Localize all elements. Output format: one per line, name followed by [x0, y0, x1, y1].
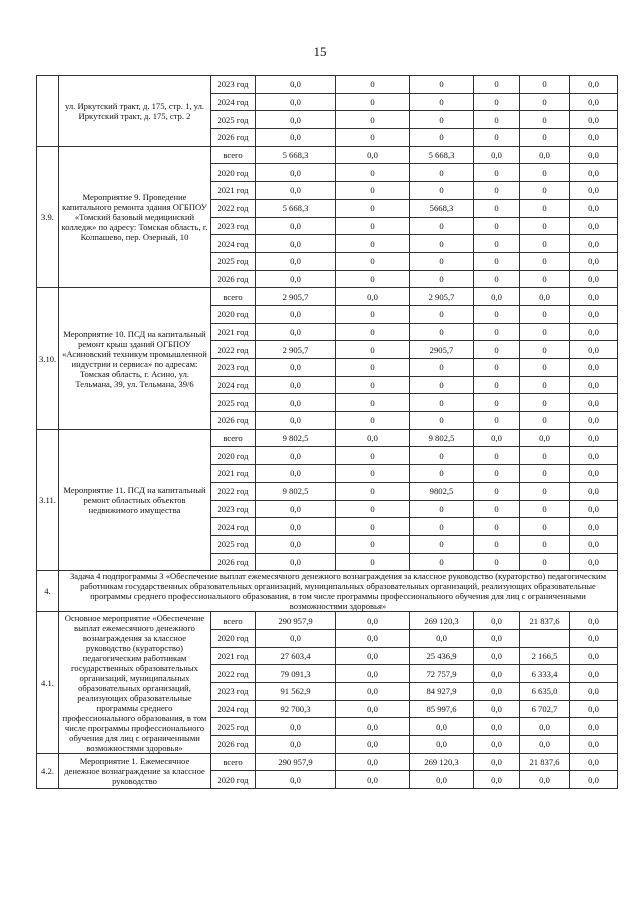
value-cell: 0	[410, 270, 474, 288]
value-cell: 0,0	[336, 700, 410, 718]
value-cell: 0	[520, 500, 570, 518]
value-cell: 0,0	[570, 252, 618, 270]
value-cell: 0,0	[570, 535, 618, 553]
value-cell: 0,0	[336, 771, 410, 789]
value-cell	[520, 629, 570, 647]
value-cell: 9 802,5	[256, 482, 336, 500]
value-cell: 0,0	[570, 465, 618, 483]
value-cell: 0,0	[570, 429, 618, 447]
value-cell: 5 668,3	[256, 199, 336, 217]
value-cell: 0,0	[570, 76, 618, 94]
year-cell: 2025 год	[211, 252, 256, 270]
value-cell: 0,0	[256, 305, 336, 323]
value-cell: 72 757,9	[410, 665, 474, 683]
value-cell: 0,0	[336, 647, 410, 665]
value-cell: 0	[474, 76, 520, 94]
value-cell: 0	[520, 305, 570, 323]
value-cell: 0	[410, 465, 474, 483]
table-row	[37, 753, 618, 771]
value-cell: 0,0	[474, 429, 520, 447]
value-cell: 0,0	[570, 612, 618, 630]
value-cell: 0	[520, 535, 570, 553]
value-cell: 0	[474, 182, 520, 200]
value-cell: 2 905,7	[256, 341, 336, 359]
value-cell: 0,0	[570, 341, 618, 359]
value-cell: 0,0	[256, 164, 336, 182]
value-cell: 21 837,6	[520, 612, 570, 630]
value-cell: 0	[410, 164, 474, 182]
value-cell: 0	[410, 359, 474, 377]
value-cell: 0	[520, 412, 570, 430]
value-cell: 0,0	[570, 182, 618, 200]
value-cell: 0	[410, 217, 474, 235]
value-cell: 0	[336, 500, 410, 518]
value-cell: 0,0	[336, 665, 410, 683]
value-cell: 0	[410, 535, 474, 553]
value-cell: 0	[474, 518, 520, 536]
value-cell: 84 927,9	[410, 683, 474, 701]
year-cell: 2021 год	[211, 647, 256, 665]
value-cell: 0,0	[570, 93, 618, 111]
value-cell: 0	[520, 76, 570, 94]
value-cell: 0,0	[256, 111, 336, 129]
value-cell: 0,0	[474, 146, 520, 164]
year-cell: 2023 год	[211, 683, 256, 701]
value-cell: 0,0	[570, 700, 618, 718]
value-cell: 0	[410, 376, 474, 394]
value-cell: 0,0	[256, 518, 336, 536]
value-cell: 0,0	[570, 665, 618, 683]
value-cell: 0	[520, 235, 570, 253]
value-cell: 0	[520, 394, 570, 412]
value-cell: 0	[336, 305, 410, 323]
value-cell: 0,0	[256, 629, 336, 647]
value-cell: 0,0	[570, 771, 618, 789]
activity-name: Мероприятие 10. ПСД на капитальный ремонт крыш зданий ОГБПОУ «Асиновский техникум промышленной индустрии и сервиса» по адресам: Томская область, г. Асино, ул. Тельмана, 39, ул. Тельмана, 39/6	[59, 288, 211, 430]
row-number: 3.10.	[37, 288, 59, 430]
value-cell: 0,0	[336, 429, 410, 447]
value-cell: 0	[474, 341, 520, 359]
year-cell: 2026 год	[211, 736, 256, 754]
year-cell: 2021 год	[211, 465, 256, 483]
value-cell: 0,0	[570, 199, 618, 217]
value-cell: 0	[474, 323, 520, 341]
value-cell: 79 091,3	[256, 665, 336, 683]
year-cell: 2024 год	[211, 700, 256, 718]
value-cell: 0	[336, 447, 410, 465]
year-cell: всего	[211, 429, 256, 447]
year-cell: 2024 год	[211, 376, 256, 394]
value-cell: 0,0	[256, 129, 336, 147]
value-cell: 0,0	[256, 771, 336, 789]
value-cell: 0	[410, 394, 474, 412]
value-cell: 0	[336, 376, 410, 394]
value-cell: 0	[520, 182, 570, 200]
value-cell: 0	[336, 270, 410, 288]
value-cell: 0,0	[256, 376, 336, 394]
value-cell: 0	[520, 199, 570, 217]
value-cell: 0	[336, 341, 410, 359]
value-cell: 0,0	[570, 647, 618, 665]
value-cell: 0	[520, 359, 570, 377]
value-cell: 0	[520, 323, 570, 341]
value-cell: 0,0	[256, 535, 336, 553]
value-cell: 91 562,9	[256, 683, 336, 701]
value-cell: 0,0	[256, 412, 336, 430]
value-cell: 0	[410, 500, 474, 518]
value-cell: 0	[336, 164, 410, 182]
value-cell: 2 905,7	[256, 288, 336, 306]
year-cell: 2022 год	[211, 665, 256, 683]
value-cell: 0,0	[570, 376, 618, 394]
year-cell: всего	[211, 753, 256, 771]
value-cell: 25 436,9	[410, 647, 474, 665]
year-cell: 2023 год	[211, 359, 256, 377]
value-cell: 9 802,5	[256, 429, 336, 447]
value-cell: 9 802,5	[410, 429, 474, 447]
value-cell: 0	[410, 235, 474, 253]
value-cell: 0	[336, 252, 410, 270]
value-cell: 0,0	[256, 500, 336, 518]
value-cell: 269 120,3	[410, 753, 474, 771]
value-cell: 0,0	[570, 359, 618, 377]
activity-name: Основное мероприятие «Обеспечение выплат ежемесячного денежного вознаграждения за классное руководство (кураторство) педагогическим работникам государственных образовательных организаций, муниципальных образовательных организаций, реализующих образовательные программы среднего профессионального образования, в том числе программы профессионального обучения для лиц с ограниченными возможностями здоровья»	[59, 612, 211, 754]
task-description: Задача 4 подпрограммы 3 «Обеспечение выплат ежемесячного денежного вознаграждения за классное руководство (кураторство) педагогическим работникам государственных образовательных организаций, муниципальных образовательных организаций, реализующих образовательные программы среднего профессионального образования, в том числе программы профессионального обучения для лиц с ограниченными возможностями здоровья»	[59, 571, 618, 612]
value-cell: 0	[520, 482, 570, 500]
value-cell: 0	[336, 412, 410, 430]
value-cell: 2 905,7	[410, 288, 474, 306]
value-cell: 0	[410, 76, 474, 94]
value-cell: 0,0	[410, 718, 474, 736]
activity-name: Мероприятие 11. ПСД на капитальный ремонт областных объектов недвижимого имущества	[59, 429, 211, 571]
value-cell: 0,0	[474, 683, 520, 701]
budget-table	[36, 75, 618, 789]
activity-name: Мероприятие 9. Проведение капитального ремонта здания ОГБПОУ «Томский базовый медицинский колледж» по адресу: Томская область, г. Колпашево, пер. Озерный, 10	[59, 146, 211, 288]
value-cell: 0,0	[570, 412, 618, 430]
value-cell: 0,0	[256, 252, 336, 270]
value-cell: 0,0	[520, 429, 570, 447]
value-cell: 0,0	[570, 394, 618, 412]
value-cell: 0	[474, 217, 520, 235]
value-cell: 0,0	[256, 93, 336, 111]
row-number: 4.1.	[37, 612, 59, 754]
year-cell: 2022 год	[211, 341, 256, 359]
value-cell: 21 837,6	[520, 753, 570, 771]
year-cell: 2022 год	[211, 199, 256, 217]
value-cell: 0	[520, 553, 570, 571]
value-cell: 0	[474, 270, 520, 288]
year-cell: 2020 год	[211, 164, 256, 182]
year-cell: 2020 год	[211, 771, 256, 789]
value-cell: 0	[474, 447, 520, 465]
value-cell: 0,0	[570, 447, 618, 465]
value-cell: 0	[520, 252, 570, 270]
value-cell: 0,0	[570, 718, 618, 736]
value-cell: 0,0	[336, 629, 410, 647]
year-cell: всего	[211, 612, 256, 630]
year-cell: 2026 год	[211, 412, 256, 430]
task-row	[37, 571, 618, 612]
row-number: 4.	[37, 571, 59, 612]
value-cell: 0,0	[474, 736, 520, 754]
row-number: 3.11.	[37, 429, 59, 571]
value-cell: 0	[410, 518, 474, 536]
value-cell: 0,0	[520, 736, 570, 754]
value-cell: 0,0	[410, 736, 474, 754]
year-cell: 2020 год	[211, 305, 256, 323]
value-cell: 0,0	[256, 394, 336, 412]
year-cell: 2023 год	[211, 217, 256, 235]
value-cell: 0,0	[256, 235, 336, 253]
value-cell: 27 603,4	[256, 647, 336, 665]
value-cell: 269 120,3	[410, 612, 474, 630]
value-cell: 0	[520, 93, 570, 111]
value-cell: 0,0	[570, 270, 618, 288]
value-cell: 0	[520, 376, 570, 394]
year-cell: всего	[211, 288, 256, 306]
value-cell: 0,0	[474, 753, 520, 771]
value-cell: 0	[336, 129, 410, 147]
value-cell: 0,0	[474, 665, 520, 683]
value-cell: 0	[336, 518, 410, 536]
value-cell: 0,0	[256, 182, 336, 200]
value-cell: 0,0	[256, 465, 336, 483]
value-cell: 0	[336, 394, 410, 412]
value-cell: 5668,3	[410, 199, 474, 217]
value-cell: 0,0	[570, 217, 618, 235]
value-cell: 0	[474, 252, 520, 270]
value-cell: 0	[520, 518, 570, 536]
value-cell: 0	[474, 305, 520, 323]
value-cell: 0	[410, 182, 474, 200]
value-cell: 0	[410, 93, 474, 111]
value-cell: 0,0	[520, 771, 570, 789]
value-cell: 0,0	[570, 111, 618, 129]
year-cell: 2024 год	[211, 93, 256, 111]
value-cell: 0,0	[256, 76, 336, 94]
year-cell: 2025 год	[211, 394, 256, 412]
value-cell: 0	[474, 235, 520, 253]
activity-name: Мероприятие 1. Ежемесячное денежное вознаграждение за классное руководство	[59, 753, 211, 788]
value-cell: 0,0	[474, 718, 520, 736]
year-cell: 2026 год	[211, 129, 256, 147]
value-cell: 0	[410, 553, 474, 571]
value-cell: 0	[336, 359, 410, 377]
value-cell: 6 635,0	[520, 683, 570, 701]
value-cell: 0	[336, 553, 410, 571]
value-cell: 0	[410, 252, 474, 270]
value-cell: 0	[336, 199, 410, 217]
value-cell: 0	[474, 535, 520, 553]
value-cell: 0,0	[570, 500, 618, 518]
value-cell: 0,0	[520, 146, 570, 164]
value-cell: 0	[336, 465, 410, 483]
value-cell: 0	[336, 93, 410, 111]
value-cell: 0,0	[570, 288, 618, 306]
value-cell: 0	[474, 111, 520, 129]
value-cell: 0	[336, 535, 410, 553]
table-row	[37, 146, 618, 164]
value-cell: 0	[336, 217, 410, 235]
row-number: 4.2.	[37, 753, 59, 788]
year-cell: 2025 год	[211, 718, 256, 736]
value-cell: 5 668,3	[256, 146, 336, 164]
value-cell: 0,0	[570, 736, 618, 754]
value-cell: 0	[336, 76, 410, 94]
value-cell: 290 957,9	[256, 753, 336, 771]
value-cell: 0,0	[256, 270, 336, 288]
year-cell: всего	[211, 146, 256, 164]
value-cell: 0,0	[474, 629, 520, 647]
value-cell: 0,0	[336, 753, 410, 771]
year-cell: 2025 год	[211, 111, 256, 129]
value-cell: 0	[336, 111, 410, 129]
value-cell: 0	[474, 164, 520, 182]
value-cell: 2 166,5	[520, 647, 570, 665]
value-cell: 5 668,3	[410, 146, 474, 164]
year-cell: 2023 год	[211, 76, 256, 94]
value-cell: 0	[474, 359, 520, 377]
value-cell: 0,0	[570, 482, 618, 500]
year-cell: 2023 год	[211, 500, 256, 518]
value-cell: 0,0	[410, 771, 474, 789]
value-cell: 0,0	[336, 718, 410, 736]
value-cell: 0	[474, 553, 520, 571]
value-cell: 0,0	[256, 553, 336, 571]
value-cell: 0,0	[336, 288, 410, 306]
value-cell: 0,0	[256, 447, 336, 465]
value-cell: 0,0	[570, 164, 618, 182]
value-cell: 0,0	[336, 146, 410, 164]
value-cell: 0	[474, 465, 520, 483]
value-cell: 0,0	[256, 718, 336, 736]
year-cell: 2021 год	[211, 323, 256, 341]
value-cell: 0	[474, 412, 520, 430]
value-cell: 0	[474, 500, 520, 518]
row-number: 3.9.	[37, 146, 59, 288]
value-cell: 0	[520, 465, 570, 483]
value-cell: 0	[336, 182, 410, 200]
value-cell: 9802,5	[410, 482, 474, 500]
value-cell: 0,0	[520, 288, 570, 306]
year-cell: 2020 год	[211, 629, 256, 647]
value-cell: 0,0	[520, 718, 570, 736]
value-cell: 6 702,7	[520, 700, 570, 718]
value-cell: 0,0	[336, 612, 410, 630]
value-cell: 0	[520, 341, 570, 359]
value-cell: 0,0	[256, 323, 336, 341]
value-cell: 0	[336, 235, 410, 253]
table-row	[37, 429, 618, 447]
value-cell: 0,0	[474, 288, 520, 306]
year-cell: 2026 год	[211, 270, 256, 288]
value-cell: 0,0	[256, 736, 336, 754]
value-cell: 0	[410, 111, 474, 129]
year-cell: 2021 год	[211, 182, 256, 200]
year-cell: 2024 год	[211, 235, 256, 253]
value-cell: 0,0	[256, 217, 336, 235]
value-cell: 290 957,9	[256, 612, 336, 630]
value-cell: 0	[474, 394, 520, 412]
activity-name: ул. Иркутский тракт, д. 175, стр. 1, ул. Иркутский тракт, д. 175, стр. 2	[59, 76, 211, 147]
value-cell: 0,0	[474, 647, 520, 665]
value-cell: 0	[474, 376, 520, 394]
table-row	[37, 288, 618, 306]
value-cell: 0,0	[570, 629, 618, 647]
value-cell: 0	[336, 482, 410, 500]
year-cell: 2026 год	[211, 553, 256, 571]
value-cell: 0	[474, 93, 520, 111]
value-cell: 0,0	[256, 359, 336, 377]
value-cell: 0	[520, 270, 570, 288]
value-cell: 0,0	[570, 518, 618, 536]
value-cell: 0,0	[474, 612, 520, 630]
value-cell: 0,0	[570, 235, 618, 253]
value-cell: 0,0	[570, 129, 618, 147]
row-number	[37, 76, 59, 147]
year-cell: 2025 год	[211, 535, 256, 553]
value-cell: 0	[410, 447, 474, 465]
value-cell: 0,0	[570, 683, 618, 701]
value-cell: 0,0	[570, 553, 618, 571]
value-cell: 0	[410, 323, 474, 341]
value-cell: 0	[520, 164, 570, 182]
value-cell: 0	[336, 323, 410, 341]
page-number: 15	[313, 44, 327, 59]
value-cell: 0,0	[336, 736, 410, 754]
value-cell: 0,0	[410, 629, 474, 647]
value-cell: 85 997,6	[410, 700, 474, 718]
value-cell: 0	[410, 412, 474, 430]
value-cell: 0	[474, 199, 520, 217]
value-cell: 0,0	[570, 146, 618, 164]
value-cell: 0	[474, 129, 520, 147]
value-cell: 0	[410, 129, 474, 147]
value-cell: 0,0	[474, 700, 520, 718]
year-cell: 2022 год	[211, 482, 256, 500]
value-cell: 92 700,3	[256, 700, 336, 718]
value-cell: 0,0	[336, 683, 410, 701]
value-cell: 0,0	[570, 753, 618, 771]
table-body	[37, 76, 618, 789]
table-row	[37, 612, 618, 630]
value-cell: 0	[520, 217, 570, 235]
value-cell: 6 333,4	[520, 665, 570, 683]
year-cell: 2024 год	[211, 518, 256, 536]
value-cell: 0	[520, 129, 570, 147]
value-cell: 0	[474, 482, 520, 500]
value-cell: 0,0	[474, 771, 520, 789]
year-cell: 2020 год	[211, 447, 256, 465]
value-cell: 2905,7	[410, 341, 474, 359]
value-cell: 0,0	[570, 323, 618, 341]
table-row	[37, 76, 618, 94]
value-cell: 0,0	[570, 305, 618, 323]
value-cell: 0	[520, 111, 570, 129]
value-cell: 0	[410, 305, 474, 323]
value-cell: 0	[520, 447, 570, 465]
